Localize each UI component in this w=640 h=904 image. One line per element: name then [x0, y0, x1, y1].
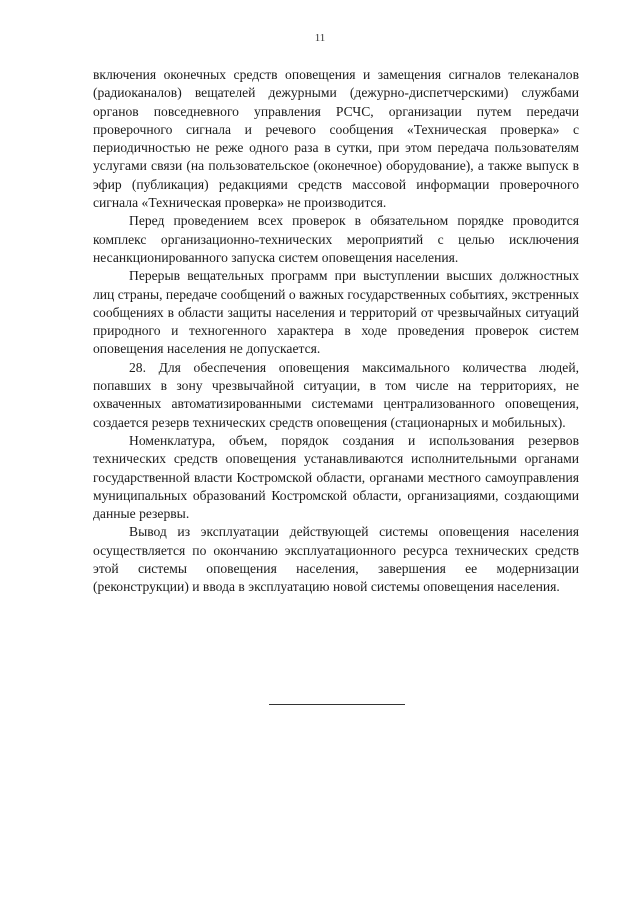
paragraph-item-28: 28. Для обеспечения оповещения максимального количества людей, попавших в зону чрезвычайной ситуации, в том числе на территориях, не охваченных автоматизированными системами централизованного оповещения, создается резерв технических средств оповещения (стационарных и мобильных). [93, 359, 579, 430]
document-body [93, 66, 579, 597]
paragraph-interruption: Перерыв вещательных программ при выступлении высших должностных лиц страны, передаче сообщений о важных государственных событиях, экстренных сообщениях в области защиты населения и территорий от чрезвычайных ситуаций природного и техногенного характера в ходе проведения проверок систем оповещения населения не допускается. [93, 268, 579, 357]
paragraph-decommission: Вывод из эксплуатации действующей системы оповещения населения осуществляется по окончанию эксплуатационного ресурса технических средств этой системы оповещения населения, завершения ее модернизации (реконструкции) и ввода в эксплуатацию новой системы оповещения населения. [93, 524, 579, 595]
paragraph-before-checks: Перед проведением всех проверок в обязательном порядке проводится комплекс организационно-технических мероприятий с целью исключения несанкционированного запуска систем оповещения населения. [93, 213, 579, 265]
paragraph-continuation: включения оконечных средств оповещения и замещения сигналов телеканалов (радиоканалов) вещателей дежурными (дежурно-диспетчерскими) службами органов повседневного управления РСЧС, организации путем передачи проверочного сигнала и речевого сообщения «Техническая проверка» с периодичностью не реже одного раза в сутки, при этом передача пользователям услугами связи (на пользовательское (оконечное) оборудование), а также выпуск в эфир (публикация) редакциями средств массовой информации проверочного сигнала «Техническая проверка» не производится. [93, 67, 579, 211]
end-of-text-rule [269, 704, 405, 705]
page-number: 11 [314, 32, 326, 44]
paragraph-nomenclature: Номенклатура, объем, порядок создания и использования резервов технических средств оповещения устанавливаются исполнительными органами государственной власти Костромской области, органами местного самоуправления муниципальных образований Костромской области, организациями, создающими данные резервы. [93, 432, 579, 522]
